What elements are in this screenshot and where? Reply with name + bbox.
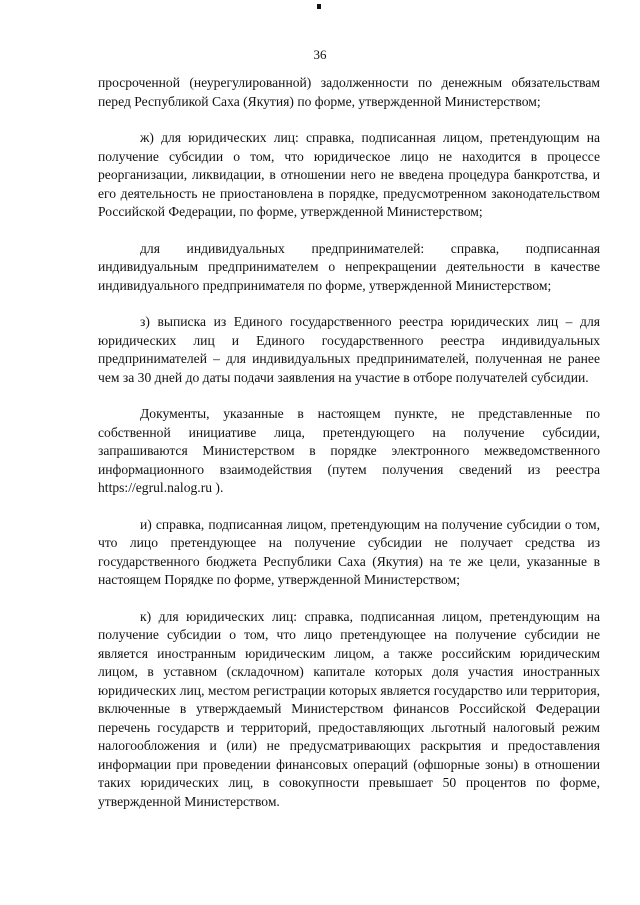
scan-mark (317, 4, 321, 9)
document-body (98, 74, 600, 829)
paragraph-item-z: з) выписка из Единого государственного реестра юридических лиц – для юридических лиц и Единого государственного реестра индивидуальных предпринимателей – для индивидуальных предпринимателей, полученная не ранее чем за 30 дней до даты подачи заявления на участие в отборе получателей субсидии. (98, 314, 600, 385)
paragraph-item-zh: ж) для юридических лиц: справка, подписанная лицом, претендующим на получение субсидии о том, что юридическое лицо не находится в процессе реорганизации, ликвидации, в отношении него не введена процедура банкротства, и его деятельность не приостановлена в порядке, предусмотренном законодательством Российской Федерации, по форме, утвержденной Министерством; (98, 130, 600, 219)
paragraph-individual-entrepreneurs: для индивидуальных предпринимателей: справка, подписанная индивидуальным предпринимателем о непрекращении деятельности в качестве индивидуального предпринимателя по форме, утвержденной Министерством; (98, 240, 600, 293)
page-number: 36 (313, 47, 327, 62)
paragraph-item-i: и) справка, подписанная лицом, претендующим на получение субсидии о том, что лицо претендующее на получение субсидии не получает средства из государственного бюджета Республики Саха (Якутия) на те же цели, указанные в настоящем Порядке по форме, утвержденной Министерством; (98, 516, 600, 587)
paragraph-documents-note: Документы, указанные в настоящем пункте, не представленные по собственной инициативе лица, претендующего на получение субсидии, запрашиваются Министерством в порядке электронного межведомственного информационного взаимодействия (путем получения сведений из реестра https://egrul.nalog.ru ). (98, 406, 600, 495)
paragraph-item-k: к) для юридических лиц: справка, подписанная лицом, претендующим на получение субсидии о том, что лицо претендующее на получение субсидии не является иностранным юридическим лицом, а также российским юридическим лицом, в уставном (складочном) капитале которых доля участия иностранных юридических лиц, местом регистрации которых является государство или территория, включенные в утверждаемый Министерством финансов Российской Федерации перечень государств и территорий, предоставляющих льготный налоговый режим налогообложения и (или) не предусматривающих раскрытия и предоставления информации при проведении финансовых операций (офшорные зоны) в отношении таких юридических лиц, в совокупности превышает 50 процентов по форме, утвержденной Министерством. (98, 608, 600, 809)
paragraph-continuation: просроченной (неурегулированной) задолженности по денежным обязательствам перед Республикой Саха (Якутия) по форме, утвержденной Министерством; (98, 75, 600, 109)
